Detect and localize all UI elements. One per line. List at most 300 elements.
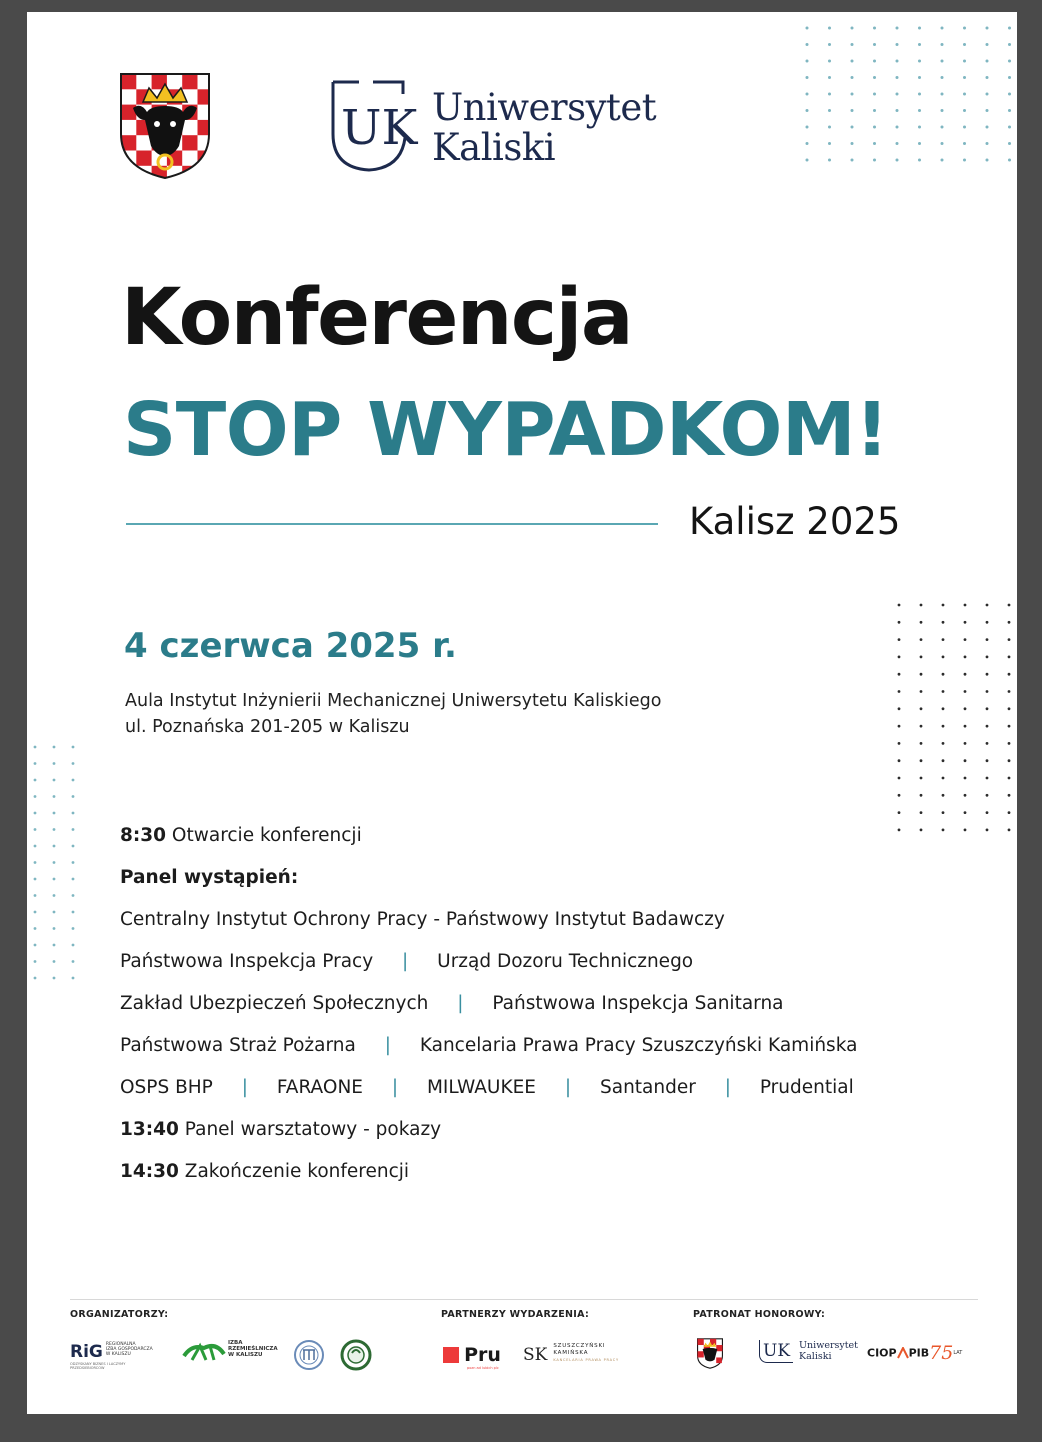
dot bbox=[920, 794, 923, 797]
university-name-line2: Kaliski bbox=[432, 126, 556, 169]
dot bbox=[1008, 811, 1011, 814]
dot bbox=[806, 126, 809, 129]
dot bbox=[72, 845, 75, 848]
dot bbox=[898, 604, 901, 607]
uk-small-line2: Kaliski bbox=[799, 1351, 832, 1362]
dot bbox=[828, 60, 831, 63]
dot bbox=[920, 725, 923, 728]
organizers-label: ORGANIZATORZY: bbox=[70, 1309, 169, 1320]
dot bbox=[72, 795, 75, 798]
dot bbox=[828, 142, 831, 145]
dot bbox=[920, 604, 923, 607]
dot bbox=[828, 109, 831, 112]
dot bbox=[896, 93, 899, 96]
dot bbox=[898, 777, 901, 780]
partners-label: PARTNERZY WYDARZENIA: bbox=[441, 1309, 590, 1320]
dot bbox=[920, 621, 923, 624]
dot bbox=[920, 742, 923, 745]
dot bbox=[963, 60, 966, 63]
sk-mark: SK bbox=[523, 1345, 548, 1365]
dot bbox=[986, 93, 989, 96]
dot bbox=[986, 742, 989, 745]
dot bbox=[942, 725, 945, 728]
dot bbox=[963, 126, 966, 129]
dot bbox=[1008, 794, 1011, 797]
dot bbox=[53, 861, 56, 864]
dot bbox=[1008, 690, 1011, 693]
dot bbox=[851, 93, 854, 96]
ciop-pib-logo bbox=[867, 1342, 962, 1364]
dot bbox=[896, 126, 899, 129]
dot bbox=[828, 126, 831, 129]
ciop-years: 75 bbox=[929, 1342, 954, 1364]
dot bbox=[986, 604, 989, 607]
bhp-round-logo bbox=[340, 1339, 372, 1375]
dot bbox=[964, 690, 967, 693]
sk-line3: KANCELARIA PRAWA PRACY bbox=[553, 1358, 619, 1362]
separator-bar: | bbox=[402, 951, 409, 972]
opening-time: 8:30 bbox=[120, 825, 167, 846]
speaker-org: Zakład Ubezpieczeń Społecznych bbox=[120, 993, 429, 1014]
separator-bar: | bbox=[457, 993, 464, 1014]
dot bbox=[898, 656, 901, 659]
dot bbox=[920, 656, 923, 659]
dot bbox=[851, 159, 854, 162]
dot bbox=[942, 638, 945, 641]
conference-title: Konferencja bbox=[121, 273, 633, 363]
speaker-org: Państwowa Straż Pożarna bbox=[120, 1035, 356, 1056]
closing-label: Zakończenie konferencji bbox=[184, 1161, 410, 1182]
dot bbox=[72, 878, 75, 881]
izba-rzemieslnicza-logo bbox=[182, 1340, 278, 1364]
dot bbox=[963, 159, 966, 162]
closing-time: 14:30 bbox=[120, 1161, 179, 1182]
dot bbox=[851, 109, 854, 112]
dot bbox=[1008, 638, 1011, 641]
dot bbox=[896, 27, 899, 30]
dot bbox=[942, 690, 945, 693]
rig-mark: RiG bbox=[70, 1342, 103, 1362]
dot bbox=[806, 109, 809, 112]
dot bbox=[72, 861, 75, 864]
dot bbox=[986, 76, 989, 79]
dot bbox=[1008, 109, 1011, 112]
dot bbox=[964, 638, 967, 641]
dot bbox=[942, 604, 945, 607]
dot bbox=[806, 93, 809, 96]
dot bbox=[828, 76, 831, 79]
dot bbox=[986, 673, 989, 676]
dot bbox=[1008, 656, 1011, 659]
dot bbox=[851, 60, 854, 63]
dot bbox=[964, 725, 967, 728]
dot bbox=[34, 911, 37, 914]
sk-line1: SZUSZCZYŃSKI bbox=[553, 1343, 606, 1349]
dot bbox=[828, 27, 831, 30]
dot bbox=[72, 894, 75, 897]
dot bbox=[964, 759, 967, 762]
dot bbox=[920, 777, 923, 780]
izba-line2: RZEMIEŚLNICZA bbox=[228, 1346, 278, 1352]
speaker-org: Santander bbox=[599, 1077, 696, 1098]
dot bbox=[898, 638, 901, 641]
dot bbox=[986, 27, 989, 30]
kalisz-crest-logo bbox=[119, 72, 211, 180]
dot bbox=[941, 159, 944, 162]
dot bbox=[53, 911, 56, 914]
dot bbox=[920, 690, 923, 693]
dot bbox=[34, 878, 37, 881]
dot bbox=[964, 811, 967, 814]
dot bbox=[898, 759, 901, 762]
dot bbox=[986, 159, 989, 162]
speaker-org: MILWAUKEE bbox=[426, 1077, 536, 1098]
speaker-org: Państwowa Inspekcja Sanitarna bbox=[492, 993, 784, 1014]
uk-small-logo bbox=[759, 1340, 858, 1363]
speaker-org: Kancelaria Prawa Pracy Szuszczyński Kamińska bbox=[419, 1035, 858, 1056]
dot bbox=[920, 707, 923, 710]
dot bbox=[941, 60, 944, 63]
dot bbox=[986, 707, 989, 710]
dot bbox=[898, 707, 901, 710]
uk-university-logo bbox=[329, 78, 429, 174]
dot bbox=[941, 142, 944, 145]
agenda-closing bbox=[120, 1151, 940, 1193]
dot bbox=[898, 794, 901, 797]
dot bbox=[53, 746, 56, 749]
agenda-opening bbox=[120, 815, 940, 857]
dot bbox=[918, 27, 921, 30]
dot bbox=[1008, 829, 1011, 832]
dot bbox=[34, 845, 37, 848]
ciop-lat: LAT bbox=[953, 1350, 963, 1356]
dot bbox=[942, 707, 945, 710]
dot bbox=[986, 777, 989, 780]
dot bbox=[986, 829, 989, 832]
dot bbox=[918, 126, 921, 129]
dot bbox=[806, 142, 809, 145]
university-name-line1: Uniwersytet bbox=[432, 86, 657, 129]
dot bbox=[941, 126, 944, 129]
dot bbox=[896, 76, 899, 79]
agenda-panel-heading bbox=[120, 857, 940, 899]
dot bbox=[986, 811, 989, 814]
rig-line3: W KALISZU bbox=[105, 1352, 131, 1357]
university-name bbox=[432, 88, 656, 168]
dot bbox=[72, 977, 75, 980]
dot bbox=[920, 638, 923, 641]
venue-line2: ul. Poznańska 201-205 w Kaliszu bbox=[125, 717, 410, 737]
dot bbox=[920, 673, 923, 676]
venue bbox=[125, 688, 661, 740]
dot bbox=[34, 779, 37, 782]
agenda bbox=[120, 815, 940, 1193]
dot bbox=[918, 159, 921, 162]
dot bbox=[986, 621, 989, 624]
dot bbox=[986, 690, 989, 693]
speaker-org: Prudential bbox=[759, 1077, 854, 1098]
dot bbox=[918, 142, 921, 145]
dot bbox=[942, 759, 945, 762]
dot bbox=[964, 604, 967, 607]
dot bbox=[898, 690, 901, 693]
dot bbox=[986, 43, 989, 46]
izba-emblem-icon bbox=[182, 1340, 226, 1364]
dot bbox=[918, 109, 921, 112]
dot bbox=[1008, 93, 1011, 96]
dot bbox=[986, 725, 989, 728]
dot-grid-top-right bbox=[804, 25, 1012, 165]
dot bbox=[986, 759, 989, 762]
dot bbox=[986, 60, 989, 63]
dot bbox=[898, 673, 901, 676]
dot bbox=[898, 811, 901, 814]
dot bbox=[34, 960, 37, 963]
speaker-rows bbox=[120, 899, 940, 1109]
rig-line4: ODZYSKANY BIZNES I LACZYMY PRZEDSIEBIORCOW bbox=[70, 1362, 126, 1370]
dot bbox=[1008, 759, 1011, 762]
dot bbox=[986, 656, 989, 659]
dot bbox=[942, 673, 945, 676]
dot bbox=[963, 76, 966, 79]
dot bbox=[964, 673, 967, 676]
dot bbox=[34, 746, 37, 749]
dot bbox=[1008, 126, 1011, 129]
dot bbox=[898, 742, 901, 745]
speaker-row bbox=[120, 983, 940, 1025]
dot bbox=[896, 159, 899, 162]
dot bbox=[942, 656, 945, 659]
kalisz-crest-small-logo bbox=[697, 1338, 723, 1373]
dot bbox=[986, 638, 989, 641]
footer-divider bbox=[70, 1299, 978, 1300]
dot bbox=[873, 159, 876, 162]
dot bbox=[1008, 27, 1011, 30]
dot bbox=[964, 829, 967, 832]
dot bbox=[1008, 60, 1011, 63]
dot bbox=[986, 109, 989, 112]
dot bbox=[896, 109, 899, 112]
rig-line2: IZBA GOSPODARCZA bbox=[105, 1347, 153, 1352]
dot bbox=[34, 828, 37, 831]
prudential-tag: pozn ad lubich plc bbox=[467, 1366, 499, 1370]
dot bbox=[851, 27, 854, 30]
separator-bar: | bbox=[241, 1077, 248, 1098]
dot bbox=[72, 960, 75, 963]
agenda-workshop bbox=[120, 1109, 940, 1151]
prudential-square-icon bbox=[443, 1347, 459, 1363]
dot bbox=[941, 43, 944, 46]
dot bbox=[920, 811, 923, 814]
dot bbox=[986, 142, 989, 145]
dot bbox=[963, 93, 966, 96]
opening-label: Otwarcie konferencji bbox=[171, 825, 362, 846]
dot bbox=[941, 109, 944, 112]
separator-bar: | bbox=[384, 1035, 391, 1056]
dot bbox=[34, 977, 37, 980]
dot bbox=[873, 60, 876, 63]
dot bbox=[1008, 673, 1011, 676]
uk-small-line1: Uniwersytet bbox=[799, 1340, 858, 1351]
separator-bar: | bbox=[391, 1077, 399, 1098]
dot bbox=[941, 76, 944, 79]
dot bbox=[1008, 76, 1011, 79]
dot bbox=[1008, 604, 1011, 607]
dot bbox=[873, 93, 876, 96]
dot bbox=[34, 795, 37, 798]
panel-heading: Panel wystąpień: bbox=[120, 867, 299, 888]
dot bbox=[53, 977, 56, 980]
dot bbox=[72, 762, 75, 765]
dot bbox=[53, 845, 56, 848]
dot bbox=[896, 43, 899, 46]
dot bbox=[851, 126, 854, 129]
dot bbox=[53, 779, 56, 782]
rig-logo bbox=[70, 1342, 160, 1370]
dot bbox=[986, 126, 989, 129]
prudential-mark: Pru bbox=[464, 1344, 501, 1366]
dot bbox=[34, 944, 37, 947]
rig-line1: REGIONALNA bbox=[105, 1342, 136, 1347]
dot bbox=[53, 878, 56, 881]
dot bbox=[72, 828, 75, 831]
dot bbox=[964, 707, 967, 710]
speaker-org: Urząd Dozoru Technicznego bbox=[437, 951, 694, 972]
dot bbox=[873, 126, 876, 129]
event-date: 4 czerwca 2025 r. bbox=[124, 626, 457, 666]
dot bbox=[53, 927, 56, 930]
dot bbox=[806, 43, 809, 46]
dot bbox=[806, 76, 809, 79]
dot bbox=[1008, 777, 1011, 780]
venue-line1: Aula Instytut Inżynierii Mechanicznej Uniwersytetu Kaliskiego bbox=[125, 691, 662, 711]
speaker-org: Państwowa Inspekcja Pracy bbox=[120, 951, 374, 972]
dot bbox=[851, 43, 854, 46]
workshop-time: 13:40 bbox=[120, 1119, 179, 1140]
conference-subtitle: STOP WYPADKOM! bbox=[123, 387, 889, 473]
dot bbox=[828, 93, 831, 96]
dot bbox=[34, 861, 37, 864]
dot bbox=[72, 812, 75, 815]
dot bbox=[963, 142, 966, 145]
dot bbox=[72, 746, 75, 749]
dot bbox=[873, 109, 876, 112]
dot bbox=[851, 76, 854, 79]
dot bbox=[964, 794, 967, 797]
dot bbox=[942, 742, 945, 745]
dot bbox=[806, 27, 809, 30]
dot bbox=[986, 794, 989, 797]
ciop-right: PIB bbox=[908, 1346, 930, 1360]
dot bbox=[942, 794, 945, 797]
city-year: Kalisz 2025 bbox=[689, 500, 901, 543]
dot bbox=[1008, 707, 1011, 710]
dot bbox=[806, 60, 809, 63]
dot bbox=[53, 762, 56, 765]
separator-bar: | bbox=[564, 1077, 572, 1098]
dot bbox=[1008, 621, 1011, 624]
speaker-org: OSPS BHP bbox=[120, 1077, 213, 1098]
dot bbox=[964, 742, 967, 745]
izba-line3: W KALISZU bbox=[228, 1352, 263, 1358]
dot bbox=[942, 811, 945, 814]
dot bbox=[941, 93, 944, 96]
dot bbox=[898, 621, 901, 624]
dot bbox=[942, 829, 945, 832]
dot bbox=[72, 944, 75, 947]
dot bbox=[53, 960, 56, 963]
dot bbox=[942, 777, 945, 780]
dot bbox=[53, 812, 56, 815]
dot bbox=[34, 812, 37, 815]
dot bbox=[941, 27, 944, 30]
dot bbox=[963, 27, 966, 30]
dot bbox=[963, 43, 966, 46]
dot bbox=[942, 621, 945, 624]
dot-grid-left bbox=[32, 744, 82, 984]
dot bbox=[72, 779, 75, 782]
dot bbox=[34, 762, 37, 765]
uk-mark: UK bbox=[341, 100, 418, 156]
round-seal-logo bbox=[293, 1339, 325, 1375]
dot-grid-mid-right bbox=[896, 602, 1017, 842]
dot bbox=[72, 911, 75, 914]
dot bbox=[964, 777, 967, 780]
dot bbox=[873, 43, 876, 46]
speaker-row bbox=[120, 1067, 940, 1109]
sk-line2: KAMIŃSKA bbox=[553, 1350, 589, 1356]
dot bbox=[918, 43, 921, 46]
speaker-row bbox=[120, 941, 940, 983]
sk-law-logo bbox=[523, 1343, 619, 1367]
dot bbox=[53, 795, 56, 798]
dot bbox=[964, 621, 967, 624]
ciop-left: CIOP bbox=[867, 1346, 897, 1360]
dot bbox=[873, 27, 876, 30]
izba-line1: IZBA bbox=[228, 1340, 243, 1346]
dot bbox=[851, 142, 854, 145]
dot bbox=[53, 828, 56, 831]
dot bbox=[896, 142, 899, 145]
uk-small-mark: UK bbox=[759, 1340, 793, 1363]
dot bbox=[898, 725, 901, 728]
separator-bar: | bbox=[724, 1077, 731, 1098]
dot bbox=[806, 159, 809, 162]
dot bbox=[34, 927, 37, 930]
dot bbox=[1008, 142, 1011, 145]
speaker-org: Centralny Instytut Ochrony Pracy - Państwowy Instytut Badawczy bbox=[120, 909, 725, 930]
poster bbox=[27, 12, 1017, 1414]
divider-rule bbox=[126, 523, 658, 525]
dot bbox=[1008, 725, 1011, 728]
speaker-org: FARAONE bbox=[276, 1077, 363, 1098]
dot bbox=[896, 60, 899, 63]
dot bbox=[964, 656, 967, 659]
dot bbox=[72, 927, 75, 930]
workshop-label: Panel warsztatowy - pokazy bbox=[184, 1119, 442, 1140]
dot bbox=[963, 109, 966, 112]
dot bbox=[34, 894, 37, 897]
dot bbox=[873, 142, 876, 145]
speaker-row bbox=[120, 1025, 940, 1067]
dot bbox=[920, 759, 923, 762]
dot bbox=[1008, 742, 1011, 745]
dot bbox=[53, 894, 56, 897]
dot bbox=[918, 60, 921, 63]
dot bbox=[918, 93, 921, 96]
dot bbox=[873, 76, 876, 79]
ciop-a-icon bbox=[897, 1347, 909, 1359]
